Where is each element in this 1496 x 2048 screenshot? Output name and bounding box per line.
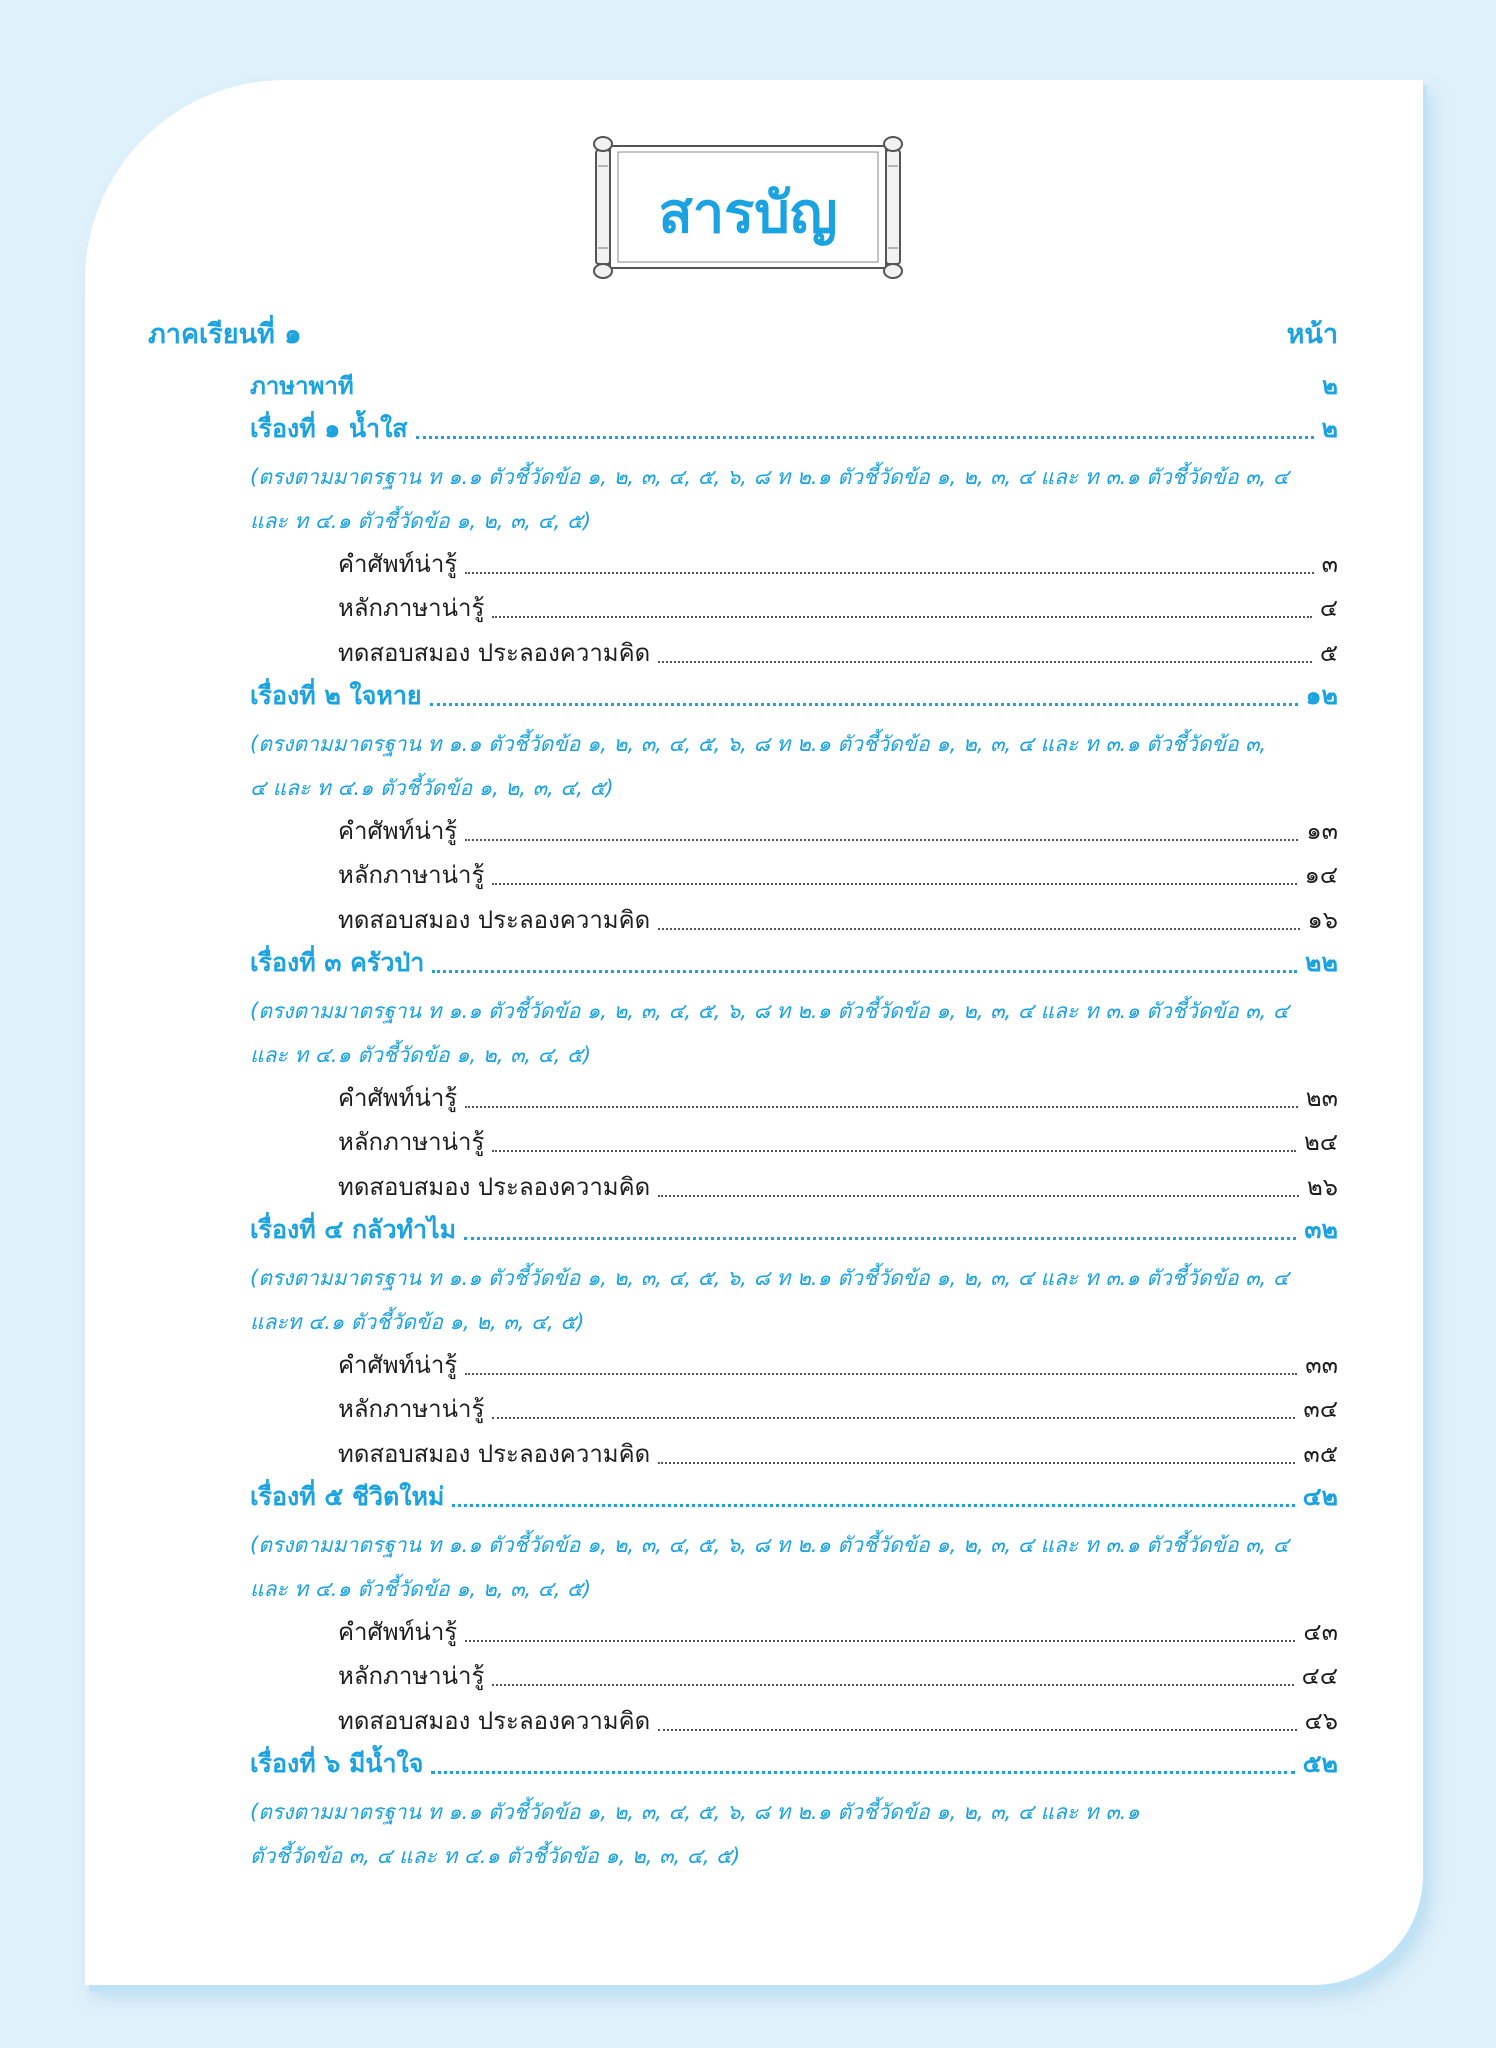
dot-leader	[492, 1684, 1293, 1686]
subsection-entry[interactable]	[250, 1339, 1338, 1384]
dot-leader	[452, 1504, 1294, 1507]
subsection-title: คำศัพท์น่ารู้	[338, 1617, 458, 1646]
chapter-page: ๑๒	[1305, 681, 1338, 710]
section-entry[interactable]	[250, 360, 1338, 405]
chapter-standards-note: (ตรงตามมาตรฐาน ท ๑.๑ ตัวชี้วัดข้อ ๑, ๒, ๓, ๔, ๕, ๖, ๘ ท ๒.๑ ตัวชี้วัดข้อ ๑, ๒, ๓, ๔ และ ท ๓.๑ ตัวชี้วัดข้อ ๓, ๔	[250, 1265, 1289, 1290]
dot-leader	[492, 616, 1311, 618]
dot-leader	[465, 1106, 1298, 1108]
chapter-standards-note: และท ๔.๑ ตัวชี้วัดข้อ ๑, ๒, ๓, ๔, ๕)	[250, 1310, 585, 1334]
subsection-page: ๒๔	[1304, 1128, 1338, 1156]
section-page: ๒	[1322, 371, 1338, 400]
subsection-title: หลักภาษาน่ารู้	[338, 861, 485, 889]
dot-leader	[492, 1150, 1296, 1152]
chapter-standards-note: ตัวชี้วัดข้อ ๓, ๔ และ ท ๔.๑ ตัวชี้วัดข้อ ๑, ๒, ๓, ๔, ๕)	[250, 1844, 741, 1868]
subsection-entry[interactable]	[250, 1072, 1338, 1117]
chapter-entry[interactable]	[250, 1206, 1338, 1251]
subsection-page: ๓๓	[1305, 1350, 1338, 1379]
subsection-title: คำศัพท์น่ารู้	[338, 549, 458, 578]
subsection-title: หลักภาษาน่ารู้	[338, 594, 485, 622]
chapter-list	[250, 405, 1338, 1874]
dot-leader	[658, 1195, 1299, 1197]
chapter-standards-note: และ ท ๔.๑ ตัวชี้วัดข้อ ๑, ๒, ๓, ๔, ๕)	[250, 509, 592, 533]
subsection-page: ๓๔	[1303, 1395, 1338, 1423]
chapter-standards-note: (ตรงตามมาตรฐาน ท ๑.๑ ตัวชี้วัดข้อ ๑, ๒, ๓, ๔, ๕, ๖, ๘ ท ๒.๑ ตัวชี้วัดข้อ ๑, ๒, ๓, ๔ และ ท ๓.๑	[250, 1799, 1140, 1824]
chapter-title: เรื่องที่ ๕ ชีวิตใหม่	[250, 1482, 445, 1511]
subsection-entry[interactable]	[250, 538, 1338, 583]
chapter-standards-note: และ ท ๔.๑ ตัวชี้วัดข้อ ๑, ๒, ๓, ๔, ๕)	[250, 1577, 592, 1601]
subsection-title: ทดสอบสมอง ประลองความคิด	[338, 1706, 651, 1735]
subsection-title: คำศัพท์น่ารู้	[338, 816, 458, 845]
chapter-title: เรื่องที่ ๖ มีน้ำใจ	[250, 1749, 424, 1778]
subsection-page: ๔๔	[1301, 1662, 1338, 1690]
subsection-entry[interactable]	[250, 894, 1338, 939]
subsection-entry[interactable]	[250, 1651, 1338, 1696]
chapter-page: ๓๒	[1304, 1215, 1338, 1244]
chapter-page: ๕๒	[1302, 1749, 1338, 1778]
section-label: ภาษาพาที	[250, 371, 354, 400]
dot-leader	[465, 1640, 1295, 1642]
chapter-title: เรื่องที่ ๔ กลัวทำไม	[250, 1215, 457, 1244]
dot-leader	[465, 572, 1313, 574]
subsection-title: หลักภาษาน่ารู้	[338, 1395, 485, 1423]
dot-leader	[658, 661, 1312, 663]
subsection-page: ๔๓	[1303, 1617, 1338, 1646]
subsection-title: หลักภาษาน่ารู้	[338, 1662, 485, 1690]
subsection-page: ๑๔	[1304, 861, 1338, 889]
subsection-title: ทดสอบสมอง ประลองความคิด	[338, 638, 651, 667]
dot-leader	[658, 1462, 1295, 1464]
subsection-page: ๓	[1321, 549, 1338, 578]
chapter-title: เรื่องที่ ๓ ครัวป่า	[250, 948, 425, 977]
chapter-entry[interactable]	[250, 939, 1338, 984]
title-scroll-banner	[588, 130, 908, 285]
chapter-page: ๒๒	[1305, 948, 1338, 977]
subsection-title: ทดสอบสมอง ประลองความคิด	[338, 1172, 651, 1201]
subsection-entry[interactable]	[250, 583, 1338, 628]
subsection-entry[interactable]	[250, 1428, 1338, 1473]
dot-leader	[492, 883, 1296, 885]
subsection-title: ทดสอบสมอง ประลองความคิด	[338, 1439, 651, 1468]
chapter-title: เรื่องที่ ๑ น้ำใส	[250, 414, 408, 443]
subsection-page: ๔	[1319, 594, 1338, 622]
dot-leader	[464, 1237, 1296, 1240]
chapter-standards-note: (ตรงตามมาตรฐาน ท ๑.๑ ตัวชี้วัดข้อ ๑, ๒, ๓, ๔, ๕, ๖, ๘ ท ๒.๑ ตัวชี้วัดข้อ ๑, ๒, ๓, ๔ และ ท ๓.๑ ตัวชี้วัดข้อ ๓, ๔	[250, 1532, 1289, 1557]
page-column-header: หน้า	[1286, 319, 1338, 350]
subsection-page: ๔๖	[1304, 1706, 1338, 1735]
chapter-standards-note: ๔ และ ท ๔.๑ ตัวชี้วัดข้อ ๑, ๒, ๓, ๔, ๕)	[250, 776, 614, 800]
dot-leader	[492, 1417, 1295, 1419]
subsection-page: ๓๕	[1303, 1439, 1338, 1468]
dot-leader	[416, 436, 1314, 439]
chapter-entry[interactable]	[250, 405, 1338, 450]
subsection-page: ๒๓	[1305, 1083, 1338, 1112]
subsection-page: ๑๓	[1306, 816, 1338, 845]
subsection-entry[interactable]	[250, 1161, 1338, 1206]
subsection-entry[interactable]	[250, 1384, 1338, 1429]
dot-leader	[658, 1729, 1296, 1731]
dot-leader	[431, 1771, 1294, 1774]
subsection-page: ๑๖	[1307, 905, 1338, 934]
semester-label: ภาคเรียนที่ ๑	[148, 319, 302, 350]
chapter-page: ๔๒	[1302, 1482, 1338, 1511]
chapter-title: เรื่องที่ ๒ ใจหาย	[250, 681, 422, 710]
subsection-title: คำศัพท์น่ารู้	[338, 1083, 458, 1112]
subsection-title: หลักภาษาน่ารู้	[338, 1128, 485, 1156]
subsection-entry[interactable]	[250, 1695, 1338, 1740]
subsection-page: ๕	[1319, 638, 1338, 667]
chapter-standards-note: (ตรงตามมาตรฐาน ท ๑.๑ ตัวชี้วัดข้อ ๑, ๒, ๓, ๔, ๕, ๖, ๘ ท ๒.๑ ตัวชี้วัดข้อ ๑, ๒, ๓, ๔ และ ท ๓.๑ ตัวชี้วัดข้อ ๓,	[250, 731, 1267, 756]
page-title: สารบัญ	[658, 181, 838, 246]
subsection-title: คำศัพท์น่ารู้	[338, 1350, 458, 1379]
subsection-page: ๒๖	[1306, 1172, 1338, 1201]
dot-leader	[465, 1373, 1297, 1375]
chapter-standards-note: และ ท ๔.๑ ตัวชี้วัดข้อ ๑, ๒, ๓, ๔, ๕)	[250, 1043, 592, 1067]
chapter-standards-note: (ตรงตามมาตรฐาน ท ๑.๑ ตัวชี้วัดข้อ ๑, ๒, ๓, ๔, ๕, ๖, ๘ ท ๒.๑ ตัวชี้วัดข้อ ๑, ๒, ๓, ๔ และ ท ๓.๑ ตัวชี้วัดข้อ ๓, ๔	[250, 998, 1289, 1023]
chapter-entry[interactable]	[250, 1473, 1338, 1518]
chapter-page: ๒	[1321, 414, 1338, 443]
dot-leader	[430, 703, 1298, 706]
subsection-entry[interactable]	[250, 805, 1338, 850]
chapter-standards-note: (ตรงตามมาตรฐาน ท ๑.๑ ตัวชี้วัดข้อ ๑, ๒, ๓, ๔, ๕, ๖, ๘ ท ๒.๑ ตัวชี้วัดข้อ ๑, ๒, ๓, ๔ และ ท ๓.๑ ตัวชี้วัดข้อ ๓, ๔	[250, 464, 1289, 489]
subsection-entry[interactable]	[250, 850, 1338, 895]
subsection-entry[interactable]	[250, 1117, 1338, 1162]
table-of-contents	[250, 360, 1338, 1873]
subsection-entry[interactable]	[250, 1606, 1338, 1651]
chapter-entry[interactable]	[250, 672, 1338, 717]
chapter-entry[interactable]	[250, 1740, 1338, 1785]
subsection-entry[interactable]	[250, 627, 1338, 672]
subsection-title: ทดสอบสมอง ประลองความคิด	[338, 905, 651, 934]
dot-leader	[432, 970, 1297, 973]
dot-leader	[658, 928, 1299, 930]
toc-heading-row	[148, 312, 1338, 352]
dot-leader	[465, 839, 1298, 841]
